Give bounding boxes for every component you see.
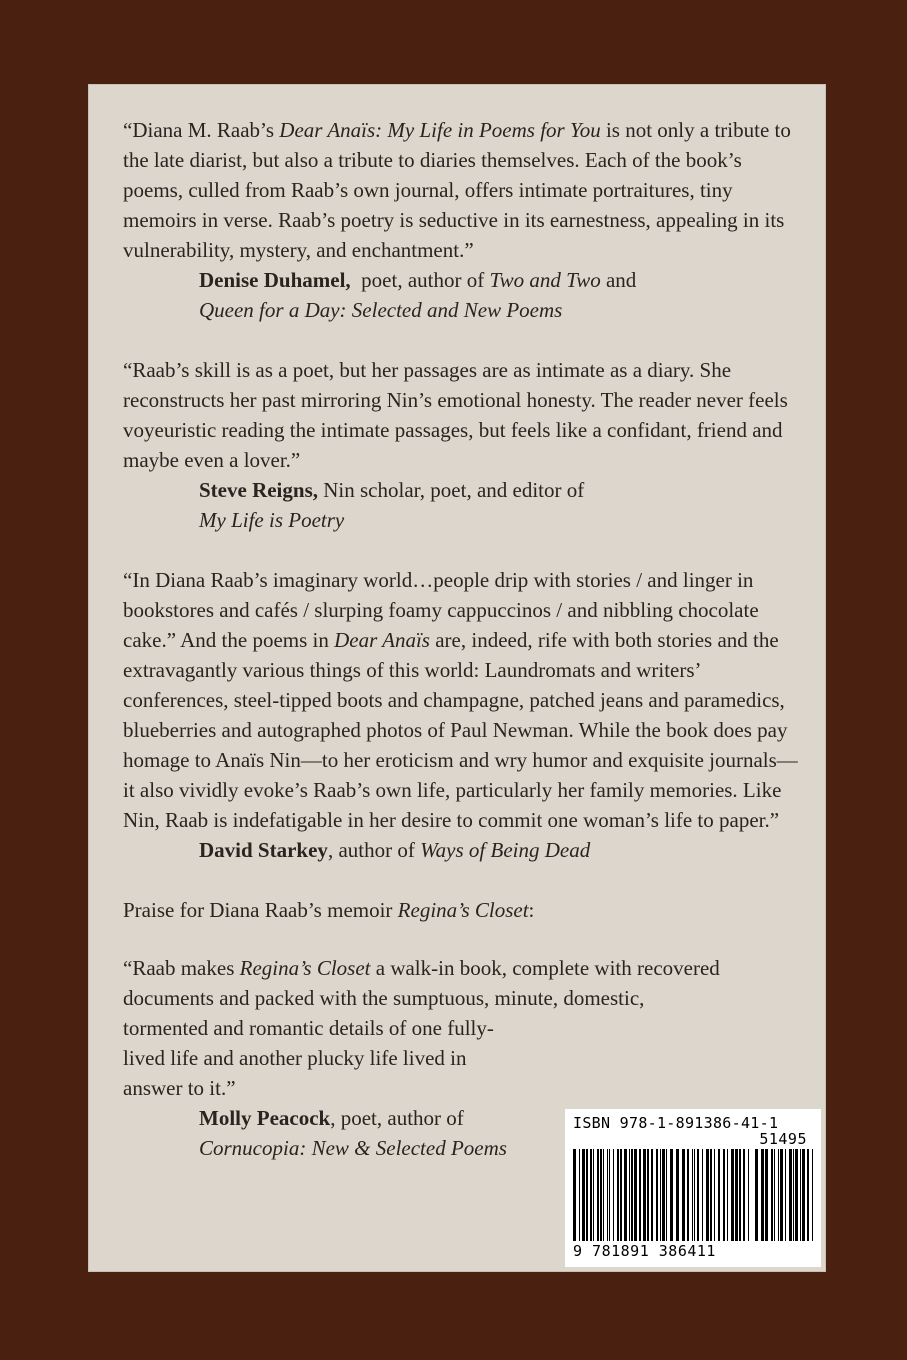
barcode-main-bars [573, 1149, 751, 1241]
isbn-barcode [565, 1109, 821, 1267]
barcode-bar [807, 1149, 809, 1241]
review-1-author: Denise Duhamel, [199, 268, 351, 292]
barcode-bar [692, 1149, 693, 1241]
barcode-bar [795, 1149, 798, 1241]
praise-heading: Praise for Diana Raab’s memoir Regina’s Closet: [123, 898, 535, 922]
review-2-author: Steve Reigns, [199, 478, 318, 502]
barcode-bar [593, 1149, 594, 1241]
barcode-bar [789, 1149, 792, 1241]
barcode-bar [697, 1149, 699, 1241]
barcode-bar [647, 1149, 649, 1241]
barcode-bar [765, 1149, 768, 1241]
barcode-bar [735, 1149, 738, 1241]
barcode-bar [739, 1149, 741, 1241]
barcode-bar [694, 1149, 695, 1241]
barcode-bar [639, 1149, 641, 1241]
barcode-bar [624, 1149, 627, 1241]
review-4-quote-line4: lived life and another plucky life lived in [123, 1046, 467, 1070]
barcode-bar [687, 1149, 689, 1241]
back-cover-panel [88, 84, 826, 1272]
barcode-bar [631, 1149, 633, 1241]
barcode-bar [748, 1149, 749, 1241]
review-1-book-title: Dear Anaïs: My Life in Poems for You [279, 118, 601, 142]
review-4-attribution: Molly Peacock, poet, author of [199, 1106, 464, 1130]
barcode-bar [613, 1149, 614, 1241]
barcode-bar [656, 1149, 658, 1241]
barcode-bar [620, 1149, 622, 1241]
barcode-bar [662, 1149, 665, 1241]
review-3-book-title: Dear Anaïs [334, 628, 430, 652]
review-1-attribution-book: Queen for a Day: Selected and New Poems [199, 298, 563, 322]
barcode-bar [743, 1149, 745, 1241]
barcode-bar [617, 1149, 619, 1241]
barcode-bar [793, 1149, 794, 1241]
reviews-content [123, 115, 803, 1163]
barcode-bar [660, 1149, 661, 1241]
review-1-attribution: Denise Duhamel, poet, author of Two and Two and [199, 268, 637, 292]
barcode-bar [597, 1149, 599, 1241]
barcode-bar [643, 1149, 646, 1241]
barcode-bar [600, 1149, 602, 1241]
barcode-bar [590, 1149, 592, 1241]
barcode-bar [634, 1149, 637, 1241]
barcode-bar [774, 1149, 775, 1241]
barcode-bar [755, 1149, 758, 1241]
barcode-bar [771, 1149, 773, 1241]
barcode-bar [702, 1149, 703, 1241]
review-4-attribution-book: Cornucopia: New & Selected Poems [199, 1136, 507, 1160]
barcode-bar [582, 1149, 585, 1241]
review-4-quote-line3: tormented and romantic details of one fully- [123, 1016, 494, 1040]
barcode-bar [800, 1149, 801, 1241]
barcode-digits: 9 781891 386411 [573, 1242, 716, 1260]
barcode-bars [573, 1149, 815, 1241]
review-4-book-title: Regina’s Closet [239, 956, 371, 980]
barcode-bar [802, 1149, 805, 1241]
barcode-bar [609, 1149, 610, 1241]
barcode-bar [778, 1149, 779, 1241]
review-4-quote: “Raab makes Regina’s Closet a walk-in book, complete with recovered documents and packed with the sumptuous, minute, domestic, [123, 956, 720, 1010]
review-3-author: David Starkey [199, 838, 328, 862]
barcode-bar [603, 1149, 604, 1241]
barcode-bar [676, 1149, 679, 1241]
barcode-bar [629, 1149, 630, 1241]
review-2-quote: “Raab’s skill is as a poet, but her passages are as intimate as a diary. She reconstructs her past mirroring Nin’s emotional honesty. The reader never feels voyeuristic reading the intimate passages, but feels like a confidant, friend and maybe even a lover.” [123, 358, 788, 472]
review-2-attribution-book: My Life is Poetry [199, 508, 345, 532]
barcode-bar [780, 1149, 783, 1241]
barcode-bar [666, 1149, 667, 1241]
barcode-bar [670, 1149, 673, 1241]
barcode-bar [586, 1149, 588, 1241]
barcode-bar [727, 1149, 728, 1241]
review-1-quote: “Diana M. Raab’s Dear Anaïs: My Life in Poems for You is not only a tribute to the late diarist, but also a tribute to diaries themselves. Each of the book’s poems, culled from Raab’s own journal, offers intimate portraitures, tiny memoirs in verse. Raab’s poetry is seductive in its earnestness, appealing in its vulnerability, mystery, and enchantment.” [123, 118, 791, 262]
barcode-bar [723, 1149, 725, 1241]
review-4-author: Molly Peacock [199, 1106, 331, 1130]
review-4-quote-line5: answer to it.” [123, 1076, 236, 1100]
barcode-bar [579, 1149, 580, 1241]
review-3-quote: “In Diana Raab’s imaginary world…people drip with stories / and linger in bookstores and cafés / slurping foamy cappuccinos / and nibbling chocolate cake.” And the poems in Dear Anaïs are, indeed, rife with both stories and the extravagantly various things of this world: Laundromats and writers’ conferences, steel-tipped boots and champagne, patched jeans and paramedics, blueberries and autographed photos of Paul Newman. While the book does pay homage to Anaïs Nin—to her eroticism and wry humor and exquisite journals—it also vividly evoke’s Raab’s own life, particularly her family memories. Like Nin, Raab is indefatigable in her desire to commit one woman’s life to paper.” [123, 568, 798, 832]
price-code: 51495 [759, 1130, 807, 1148]
barcode-bar [714, 1149, 715, 1241]
barcode-bar [651, 1149, 653, 1241]
barcode-bar [731, 1149, 734, 1241]
barcode-bar [812, 1149, 813, 1241]
barcode-bar [785, 1149, 786, 1241]
barcode-bar [718, 1149, 720, 1241]
review-3-attribution: David Starkey, author of Ways of Being Dead [199, 838, 591, 862]
barcode-bar [706, 1149, 709, 1241]
barcode-bar [573, 1149, 576, 1241]
isbn-number: ISBN 978-1-891386-41-1 [573, 1114, 779, 1132]
barcode-addon-bars [755, 1149, 813, 1241]
barcode-bar [682, 1149, 685, 1241]
barcode-bar [710, 1149, 712, 1241]
barcode-bar [607, 1149, 608, 1241]
review-2-attribution: Steve Reigns, Nin scholar, poet, and editor of [199, 478, 585, 502]
barcode-bar [761, 1149, 764, 1241]
